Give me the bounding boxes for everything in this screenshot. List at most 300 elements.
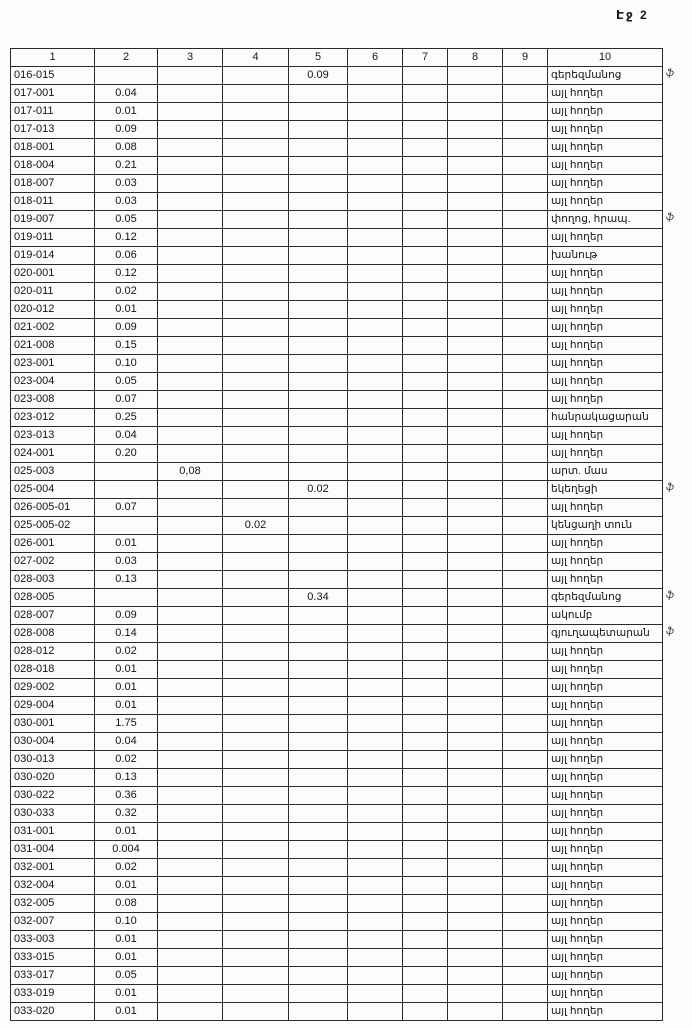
parcel-code-cell: 030-022 [11, 787, 95, 805]
table-row [11, 715, 663, 733]
value-cell [289, 661, 348, 679]
handwritten-margin-mark: ֆ [666, 482, 675, 493]
value-cell [503, 571, 548, 589]
parcel-code-cell: 023-008 [11, 391, 95, 409]
table-row [11, 337, 663, 355]
value-cell [403, 949, 448, 967]
value-cell [403, 175, 448, 193]
land-type-cell: այլ հողեր [548, 841, 663, 859]
value-cell [503, 535, 548, 553]
value-cell [503, 265, 548, 283]
land-type-cell: այլ հողեր [548, 175, 663, 193]
value-cell: 0.03 [95, 193, 158, 211]
value-cell [448, 373, 503, 391]
value-cell [348, 337, 403, 355]
value-cell [448, 427, 503, 445]
value-cell: 0.004 [95, 841, 158, 859]
handwritten-margin-mark: ֆ [666, 68, 675, 79]
value-cell [158, 283, 223, 301]
value-cell [158, 931, 223, 949]
value-cell [503, 67, 548, 85]
parcel-code-cell: 018-001 [11, 139, 95, 157]
value-cell: 0.09 [289, 67, 348, 85]
value-cell [158, 859, 223, 877]
value-cell: 0.32 [95, 805, 158, 823]
parcel-code-cell: 031-001 [11, 823, 95, 841]
value-cell: 0.09 [95, 319, 158, 337]
table-row [11, 157, 663, 175]
value-cell [223, 175, 289, 193]
value-cell [348, 877, 403, 895]
value-cell [503, 1003, 548, 1021]
value-cell: 0.20 [95, 445, 158, 463]
value-cell [289, 427, 348, 445]
value-cell [95, 67, 158, 85]
value-cell [289, 859, 348, 877]
value-cell [348, 661, 403, 679]
value-cell [448, 895, 503, 913]
table-row [11, 607, 663, 625]
value-cell [223, 733, 289, 751]
table-row [11, 805, 663, 823]
value-cell [348, 409, 403, 427]
value-cell: 0.01 [95, 301, 158, 319]
value-cell [503, 463, 548, 481]
land-type-cell: այլ հողեր [548, 949, 663, 967]
land-type-cell: այլ հողեր [548, 733, 663, 751]
value-cell [289, 193, 348, 211]
value-cell [403, 373, 448, 391]
column-header: 4 [223, 49, 289, 67]
value-cell [348, 589, 403, 607]
value-cell [348, 427, 403, 445]
parcel-code-cell: 025-003 [11, 463, 95, 481]
parcel-code-cell: 033-020 [11, 1003, 95, 1021]
value-cell [158, 697, 223, 715]
value-cell [403, 517, 448, 535]
parcel-code-cell: 028-007 [11, 607, 95, 625]
value-cell [158, 733, 223, 751]
value-cell [158, 247, 223, 265]
value-cell: 0.15 [95, 337, 158, 355]
value-cell [95, 517, 158, 535]
land-type-cell: այլ հողեր [548, 661, 663, 679]
table-row [11, 139, 663, 157]
value-cell [448, 985, 503, 1003]
value-cell [448, 481, 503, 499]
value-cell [403, 625, 448, 643]
value-cell [503, 211, 548, 229]
value-cell [503, 913, 548, 931]
parcel-code-cell: 029-002 [11, 679, 95, 697]
value-cell [348, 697, 403, 715]
value-cell [503, 625, 548, 643]
value-cell [348, 535, 403, 553]
value-cell [403, 679, 448, 697]
value-cell [448, 193, 503, 211]
value-cell [223, 841, 289, 859]
value-cell [158, 751, 223, 769]
value-cell [448, 517, 503, 535]
column-header: 5 [289, 49, 348, 67]
value-cell [448, 1003, 503, 1021]
value-cell [289, 373, 348, 391]
value-cell [503, 409, 548, 427]
value-cell [403, 733, 448, 751]
parcel-code-cell: 032-001 [11, 859, 95, 877]
land-type-cell: այլ հողեր [548, 571, 663, 589]
value-cell [403, 337, 448, 355]
value-cell [348, 175, 403, 193]
land-type-cell: այլ հողեր [548, 787, 663, 805]
value-cell [158, 175, 223, 193]
parcel-code-cell: 020-012 [11, 301, 95, 319]
value-cell [448, 751, 503, 769]
land-type-cell: եկեղեցի [548, 481, 663, 499]
value-cell: 0.10 [95, 355, 158, 373]
land-type-cell: հանրակացարան [548, 409, 663, 427]
table-row [11, 859, 663, 877]
value-cell [223, 193, 289, 211]
value-cell [158, 121, 223, 139]
table-row [11, 481, 663, 499]
value-cell [289, 337, 348, 355]
value-cell [448, 625, 503, 643]
value-cell: 0.02 [95, 859, 158, 877]
parcel-code-cell: 030-013 [11, 751, 95, 769]
value-cell [403, 391, 448, 409]
value-cell [348, 769, 403, 787]
value-cell [403, 787, 448, 805]
table-row [11, 967, 663, 985]
value-cell [503, 301, 548, 319]
value-cell [158, 211, 223, 229]
parcel-code-cell: 026-001 [11, 535, 95, 553]
value-cell [448, 463, 503, 481]
table-body [11, 67, 663, 1021]
value-cell [503, 841, 548, 859]
value-cell [289, 805, 348, 823]
parcel-code-cell: 033-019 [11, 985, 95, 1003]
value-cell [223, 301, 289, 319]
value-cell [403, 805, 448, 823]
table-row [11, 877, 663, 895]
value-cell [158, 319, 223, 337]
value-cell [448, 445, 503, 463]
value-cell [503, 427, 548, 445]
value-cell [223, 265, 289, 283]
value-cell [348, 67, 403, 85]
value-cell [348, 445, 403, 463]
parcel-code-cell: 017-001 [11, 85, 95, 103]
value-cell: 0.21 [95, 157, 158, 175]
value-cell [403, 499, 448, 517]
value-cell [503, 121, 548, 139]
value-cell: 0.12 [95, 229, 158, 247]
value-cell [348, 301, 403, 319]
value-cell [289, 553, 348, 571]
land-type-cell: այլ հողեր [548, 535, 663, 553]
table-row [11, 355, 663, 373]
value-cell [403, 319, 448, 337]
value-cell [348, 679, 403, 697]
land-type-cell: այլ հողեր [548, 427, 663, 445]
value-cell [158, 823, 223, 841]
value-cell [223, 391, 289, 409]
value-cell [289, 247, 348, 265]
value-cell [289, 175, 348, 193]
land-type-cell: խանութ [548, 247, 663, 265]
value-cell [289, 211, 348, 229]
value-cell [348, 751, 403, 769]
land-type-cell: այլ հողեր [548, 121, 663, 139]
value-cell [503, 337, 548, 355]
value-cell [348, 949, 403, 967]
value-cell [348, 643, 403, 661]
table-row [11, 823, 663, 841]
value-cell [348, 715, 403, 733]
value-cell [348, 229, 403, 247]
value-cell: 0.02 [95, 643, 158, 661]
value-cell [158, 1003, 223, 1021]
value-cell [348, 625, 403, 643]
value-cell [223, 355, 289, 373]
value-cell: 0.08 [95, 895, 158, 913]
value-cell [503, 715, 548, 733]
land-type-cell: այլ հողեր [548, 391, 663, 409]
value-cell [223, 373, 289, 391]
value-cell [348, 1003, 403, 1021]
table-row [11, 1003, 663, 1021]
value-cell [158, 571, 223, 589]
parcel-code-cell: 016-015 [11, 67, 95, 85]
value-cell [348, 517, 403, 535]
value-cell [503, 643, 548, 661]
value-cell [348, 463, 403, 481]
value-cell [448, 805, 503, 823]
value-cell [289, 715, 348, 733]
value-cell [348, 247, 403, 265]
value-cell [223, 679, 289, 697]
table-row [11, 553, 663, 571]
value-cell [403, 553, 448, 571]
value-cell [403, 913, 448, 931]
land-type-cell: փողոց, հրապ. [548, 211, 663, 229]
value-cell: 0.01 [95, 697, 158, 715]
value-cell [503, 373, 548, 391]
value-cell [223, 643, 289, 661]
value-cell [289, 85, 348, 103]
value-cell [448, 949, 503, 967]
value-cell [158, 949, 223, 967]
value-cell [95, 589, 158, 607]
value-cell [289, 967, 348, 985]
value-cell [403, 139, 448, 157]
value-cell: 0.13 [95, 571, 158, 589]
value-cell: 0.01 [95, 985, 158, 1003]
value-cell [158, 301, 223, 319]
handwritten-margin-mark: ֆ [666, 590, 675, 601]
parcel-code-cell: 020-001 [11, 265, 95, 283]
value-cell [95, 481, 158, 499]
value-cell [289, 517, 348, 535]
value-cell [223, 211, 289, 229]
value-cell: 0.04 [95, 427, 158, 445]
value-cell [503, 985, 548, 1003]
value-cell [503, 319, 548, 337]
value-cell [158, 373, 223, 391]
land-type-cell: գյուղապետարան [548, 625, 663, 643]
value-cell [289, 409, 348, 427]
value-cell [158, 643, 223, 661]
parcel-code-cell: 025-005-02 [11, 517, 95, 535]
value-cell [348, 823, 403, 841]
value-cell [348, 355, 403, 373]
value-cell [348, 895, 403, 913]
parcel-code-cell: 030-004 [11, 733, 95, 751]
parcel-code-cell: 028-012 [11, 643, 95, 661]
value-cell [503, 877, 548, 895]
parcel-code-cell: 017-011 [11, 103, 95, 121]
value-cell [403, 481, 448, 499]
value-cell [223, 571, 289, 589]
value-cell [503, 589, 548, 607]
value-cell [348, 391, 403, 409]
land-type-cell: այլ հողեր [548, 895, 663, 913]
value-cell [448, 931, 503, 949]
header-row [11, 49, 663, 67]
value-cell [403, 769, 448, 787]
value-cell [403, 697, 448, 715]
value-cell [448, 877, 503, 895]
parcel-code-cell: 023-004 [11, 373, 95, 391]
value-cell [503, 499, 548, 517]
land-type-cell: այլ հողեր [548, 967, 663, 985]
value-cell: 0.03 [95, 553, 158, 571]
value-cell [223, 121, 289, 139]
table-row [11, 211, 663, 229]
value-cell [503, 103, 548, 121]
value-cell [348, 859, 403, 877]
parcel-code-cell: 023-013 [11, 427, 95, 445]
value-cell [223, 697, 289, 715]
land-type-cell: այլ հողեր [548, 805, 663, 823]
value-cell [223, 337, 289, 355]
parcel-code-cell: 023-012 [11, 409, 95, 427]
value-cell [448, 571, 503, 589]
value-cell [289, 769, 348, 787]
land-type-cell: այլ հողեր [548, 697, 663, 715]
value-cell [289, 319, 348, 337]
value-cell [348, 373, 403, 391]
value-cell [448, 859, 503, 877]
land-type-cell: այլ հողեր [548, 373, 663, 391]
value-cell [158, 139, 223, 157]
value-cell: 0.05 [95, 211, 158, 229]
value-cell [223, 895, 289, 913]
value-cell [403, 1003, 448, 1021]
value-cell: 0.01 [95, 1003, 158, 1021]
table-row [11, 643, 663, 661]
land-type-cell: գերեզմանոց [548, 67, 663, 85]
value-cell [289, 697, 348, 715]
value-cell: 0.25 [95, 409, 158, 427]
value-cell [448, 697, 503, 715]
value-cell [289, 931, 348, 949]
table-row [11, 373, 663, 391]
value-cell [403, 229, 448, 247]
value-cell [158, 805, 223, 823]
land-type-cell: գերեզմանոց [548, 589, 663, 607]
value-cell [403, 283, 448, 301]
table-row [11, 517, 663, 535]
value-cell [348, 85, 403, 103]
table-row [11, 679, 663, 697]
value-cell: 0.09 [95, 121, 158, 139]
value-cell [448, 391, 503, 409]
value-cell [403, 931, 448, 949]
land-type-cell: այլ հողեր [548, 229, 663, 247]
table-row [11, 931, 663, 949]
value-cell [503, 805, 548, 823]
value-cell: 0.01 [95, 535, 158, 553]
table-row [11, 463, 663, 481]
value-cell [348, 553, 403, 571]
table-row [11, 499, 663, 517]
value-cell [158, 445, 223, 463]
column-header: 6 [348, 49, 403, 67]
value-cell [158, 967, 223, 985]
table-row [11, 625, 663, 643]
value-cell: 0.36 [95, 787, 158, 805]
value-cell [348, 967, 403, 985]
land-type-cell: այլ հողեր [548, 877, 663, 895]
land-type-cell: այլ հողեր [548, 193, 663, 211]
value-cell: 0,08 [158, 463, 223, 481]
table-row [11, 841, 663, 859]
value-cell [348, 499, 403, 517]
value-cell [403, 427, 448, 445]
value-cell [348, 283, 403, 301]
value-cell [403, 247, 448, 265]
value-cell [223, 229, 289, 247]
value-cell [223, 157, 289, 175]
handwritten-margin-mark: ֆ [666, 212, 675, 223]
value-cell [448, 733, 503, 751]
column-header: 1 [11, 49, 95, 67]
value-cell [158, 517, 223, 535]
value-cell [158, 715, 223, 733]
parcel-code-cell: 029-004 [11, 697, 95, 715]
table-row [11, 895, 663, 913]
parcel-code-cell: 019-011 [11, 229, 95, 247]
value-cell: 0.14 [95, 625, 158, 643]
land-parcel-table [10, 48, 663, 1021]
value-cell [448, 823, 503, 841]
parcel-code-cell: 018-007 [11, 175, 95, 193]
table-row [11, 733, 663, 751]
value-cell [403, 823, 448, 841]
parcel-code-cell: 028-018 [11, 661, 95, 679]
value-cell [403, 193, 448, 211]
value-cell [223, 625, 289, 643]
value-cell [223, 67, 289, 85]
value-cell [503, 931, 548, 949]
value-cell [223, 859, 289, 877]
value-cell [503, 751, 548, 769]
value-cell [348, 985, 403, 1003]
parcel-code-cell: 032-004 [11, 877, 95, 895]
